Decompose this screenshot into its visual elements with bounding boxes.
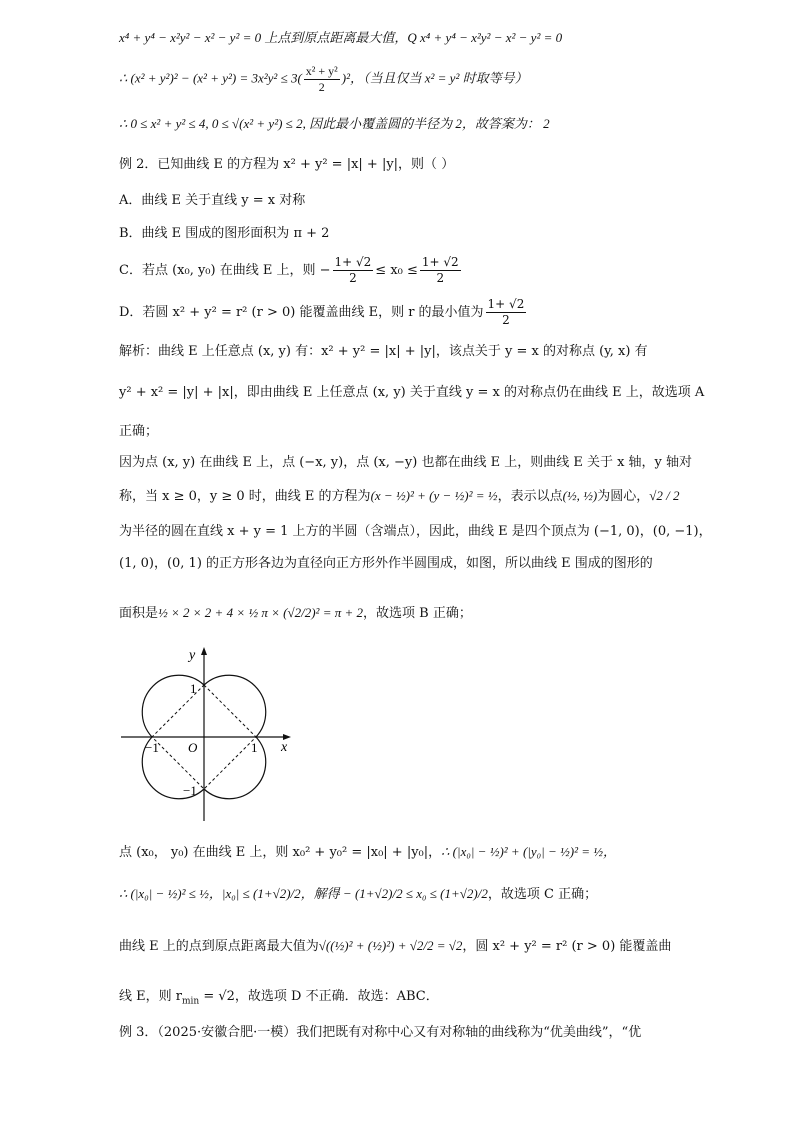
analysis-line-2: y² + x² = |y| + |x|，即由曲线 E 上任意点 (x, y) 关于直线 y = x 的对称点仍在曲线 E 上，故选项 A <box>119 385 705 400</box>
example-2-heading: 例 2．已知曲线 E 的方程为 x² + y² = |x| + |y|，则（ ） <box>119 157 455 172</box>
text-line-1: x⁴ + y⁴ − x²y² − x² − y² = 0 上点到原点距离最大值，Q x⁴ + y⁴ − x²y² − x² − y² = 0 <box>119 30 563 45</box>
tick-label-top: 1 <box>190 681 197 696</box>
text-line-2: ∴ (x² + y²)² − (x² + y²) = 3x²y² ≤ 3( $\frac{\text{x² + y²}}{2}$ )²，（当且仅当 x² = y² 时取等号） <box>119 64 528 94</box>
y-axis-label: y <box>189 648 196 663</box>
origin-label: O <box>188 740 198 755</box>
analysis-line-3: 正确； <box>119 424 159 439</box>
semicircle-top-right <box>204 675 266 737</box>
option-c-analysis-1: 点 (x₀， y₀) 在曲线 E 上，则 x₀² + y₀² = |x₀| + |y₀|，∴ (|x₀| − ½)² + (|y₀| − ½)² = ½， <box>119 844 616 860</box>
analysis-line-4: 因为点 (x, y) 在曲线 E 上，点 (−x, y)，点 (x, −y) 也都在曲线 E 上，则曲线 E 关于 x 轴，y 轴对 <box>119 455 693 470</box>
example-3-heading: 例 3．（2025·安徽合肥·一模）我们把既有对称中心又有对称轴的曲线称为“优美曲线”，“优 <box>119 1025 642 1040</box>
option-d-analysis-2: 线 E，则 $r_{min} = √2$，故选项 D 不正确．故选：ABC． <box>119 989 439 1007</box>
analysis-line-5: 称，当 x ≥ 0，y ≥ 0 时，曲线 E 的方程为(x − ½)² + (y − ½)² = ½，表示以点(½, ½)为圆心，√2 / 2 <box>119 488 680 504</box>
analysis-line-8: 面积是½ × 2 × 2 + 4 × ½ π × (√2/2)² = π + 2，故选项 B 正确； <box>119 605 472 621</box>
option-d: D．若圆 x² + y² = r² (r > 0) 能覆盖曲线 E，则 r 的最小值为 $\frac{1+ √2}{2}$ <box>119 297 525 327</box>
option-b: B．曲线 E 围成的图形面积为 π + 2 <box>119 226 330 241</box>
tick-label-left: −1 <box>145 740 159 755</box>
analysis-line-6: 为半径的圆在直线 x + y = 1 上方的半圆（含端点），因此，曲线 E 是四个顶点为 (−1, 0)，(0, −1)， <box>119 524 712 539</box>
tick-label-right: 1 <box>251 740 258 755</box>
analysis-line-1: 解析：曲线 E 上任意点 (x, y) 有：x² + y² = |x| + |y|，该点关于 y = x 的对称点 (y, x) 有 <box>119 344 648 359</box>
curve-figure <box>115 645 305 825</box>
option-c-analysis-2: ∴ (|x₀| − ½)² ≤ ½，|x₀| ≤ (1+√2)/2，解得 − (1+√2)/2 ≤ x₀ ≤ (1+√2)/2，故选项 C 正确； <box>119 886 598 902</box>
option-a: A．曲线 E 关于直线 y = x 对称 <box>119 193 306 208</box>
y-axis-arrow <box>201 647 207 655</box>
tick-label-bottom: −1 <box>183 783 197 798</box>
option-d-analysis-1: 曲线 E 上的点到原点距离最大值为√((½)² + (½)²) + √2/2 = √2，圆 x² + y² = r² (r > 0) 能覆盖曲 <box>119 938 672 954</box>
analysis-line-7: (1, 0)，(0, 1) 的正方形各边为直径向正方形外作半圆围成，如图，所以曲线 E 围成的图形的 <box>119 556 653 571</box>
x-axis-label: x <box>281 740 288 755</box>
text-line-3: ∴ 0 ≤ x² + y² ≤ 4, 0 ≤ √(x² + y²) ≤ 2, 因此最小覆盖圆的半径为 2，故答案为： 2 <box>119 116 550 131</box>
option-c: C．若点 (x₀, y₀) 在曲线 E 上，则 − $\frac{1+ √2}{2}$ ≤ x₀ ≤ $\frac{1+ √2}{2}$ <box>119 255 459 285</box>
